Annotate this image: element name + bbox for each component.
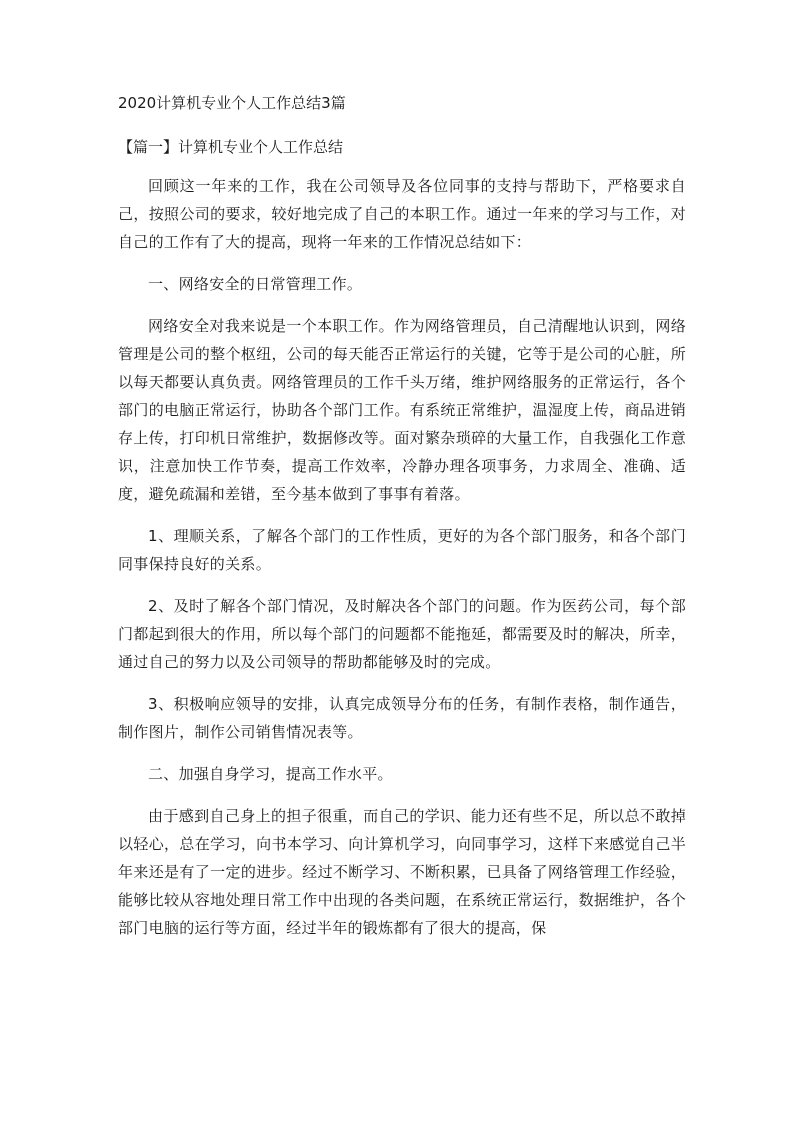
list-item-3: 3、积极响应领导的安排，认真完成领导分布的任务，有制作表格，制作通告，制作图片，制作公司销售情况表等。: [118, 695, 686, 741]
heading-self-study: 二、加强自身学习，提高工作水平。: [148, 765, 393, 783]
list-item-1: 1、理顺关系，了解各个部门的工作性质，更好的为各个部门服务，和各个部门同事保持良好的关系。: [118, 527, 686, 573]
section-title: 【篇一】计算机专业个人工作总结: [118, 138, 344, 156]
document-title: 2020计算机专业个人工作总结3篇: [118, 94, 346, 112]
list-item-2: 2、及时了解各个部门情况，及时解决各个部门的问题。作为医药公司，每个部门都起到很大的作用，所以每个部门的问题都不能拖延，都需要及时的解决，所幸，通过自己的努力以及公司领导的帮助都能够及时的完成。: [118, 597, 686, 671]
paragraph-intro: 回顾这一年来的工作，我在公司领导及各位同事的支持与帮助下，严格要求自己，按照公司的要求，较好地完成了自己的本职工作。通过一年来的学习与工作，对自己的工作有了大的提高，现将一年来的工作情况总结如下：: [118, 177, 686, 251]
paragraph-self-study: 由于感到自己身上的担子很重，而自己的学识、能力还有些不足，所以总不敢掉以轻心，总在学习，向书本学习、向计算机学习，向同事学习，这样下来感觉自己半年来还是有了一定的进步。经过不断学习、不断积累，已具备了网络管理工作经验，能够比较从容地处理日常工作中出现的各类问题，在系统正常运行，数据维护，各个部门电脑的运行等方面，经过半年的锻炼都有了很大的提高，保: [118, 807, 686, 937]
heading-network-security: 一、网络安全的日常管理工作。: [148, 275, 363, 293]
document-body: [118, 92, 686, 956]
paragraph-network-security: 网络安全对我来说是一个本职工作。作为网络管理员，自己清醒地认识到，网络管理是公司的整个枢纽，公司的每天能否正常运行的关键，它等于是公司的心脏，所以每天都要认真负责。网络管理员的工作千头万绪，维护网络服务的正常运行，各个部门的电脑正常运行，协助各个部门工作。有系统正常维护，温湿度上传，商品进销存上传，打印机日常维护，数据修改等。面对繁杂琐碎的大量工作，自我强化工作意识，注意加快工作节奏，提高工作效率，冷静办理各项事务，力求周全、准确、适度，避免疏漏和差错，至今基本做到了事事有着落。: [118, 317, 686, 503]
